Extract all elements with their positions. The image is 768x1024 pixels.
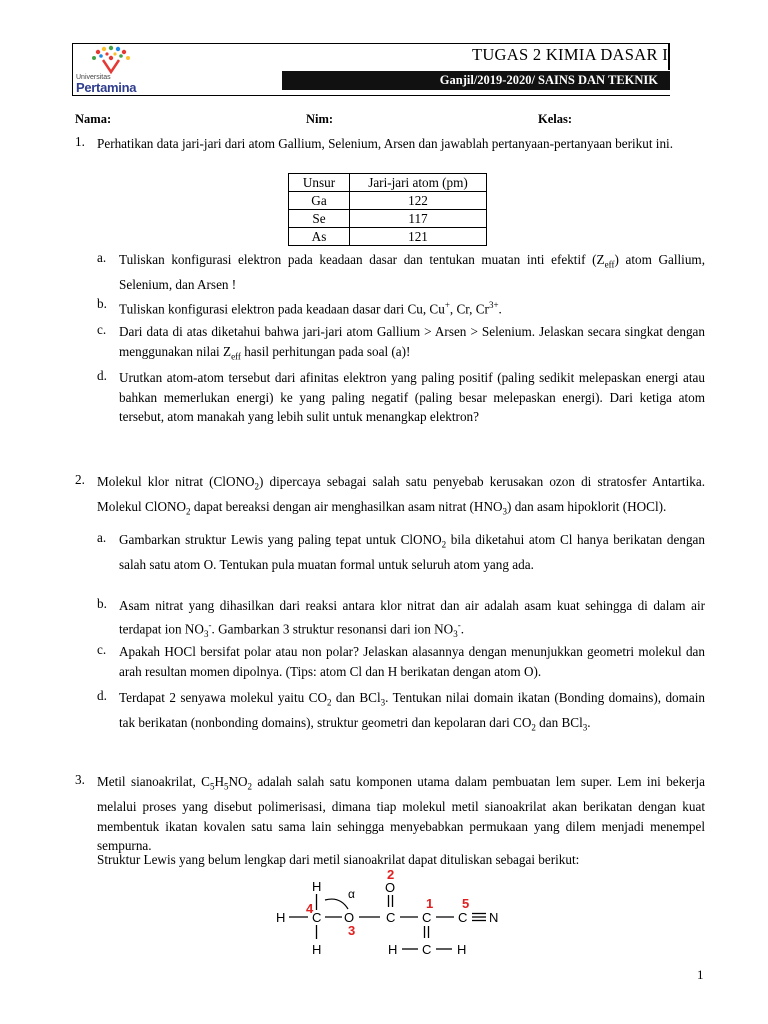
radius-table [288, 173, 487, 246]
table-cell: 122 [350, 192, 487, 210]
q1c-label: c. [97, 322, 107, 337]
logo-text-big: Pertamina [76, 80, 137, 95]
title-divider [668, 43, 670, 70]
q2-number: 2. [75, 472, 85, 487]
atom-n: N [489, 910, 499, 925]
q1d-label: d. [97, 368, 107, 383]
q2c-label: c. [97, 642, 107, 657]
q2c-text: Apakah HOCl bersifat polar atau non polar? Jelaskan alasannya dengan menunjukkan geometri molekul dan arah resultan momen dipolnya. (Tips: atom Cl dan H berikatan dengan atom O). [119, 644, 705, 679]
table-header-row [289, 174, 487, 192]
q1b-label: b. [97, 296, 107, 311]
field-kelas: Kelas: [538, 112, 573, 126]
atom-h-bottom: H [312, 942, 322, 957]
header-border-top [72, 43, 670, 44]
q1c-text: Dari data di atas diketahui bahwa jari-jari atom Gallium > Arsen > Selenium. Jelaskan secara singkat dengan menggunakan nilai $Z_{eff}$ hasil perhitungan pada soal (a)! [119, 324, 705, 362]
field-nim: Nim: [306, 112, 334, 126]
document-title: TUGAS 2 KIMIA DASAR I [471, 45, 668, 64]
atom-h-left: H [276, 910, 286, 925]
semester-banner: Ganjil/2019-2020/ SAINS DAN TEKNIK [282, 71, 670, 90]
field-nama: Nama: [75, 112, 112, 126]
q2d-text: Terdapat 2 senyawa molekul yaitu $CO_2$ dan BCl$_3$. Tentukan nilai domain ikatan (Bonding domains), domain tak berikatan (nonbonding domains), struktur geometri dan kepolaran dari $CO_2$ dan BCl$_3$. [119, 690, 706, 733]
q1-number: 1. [75, 134, 85, 149]
table-cell: Se [289, 210, 350, 228]
q2d-label: d. [97, 688, 107, 703]
table-cell: 121 [350, 228, 487, 246]
atom-c-methyl: C [312, 910, 322, 925]
table-row [289, 210, 487, 228]
atom-c-nitrile: C [458, 910, 468, 925]
q1b-text: Tuliskan konfigurasi elektron pada keadaan dasar dari Cu, Cu+, Cr, $Cr^{3+}$. [119, 300, 502, 317]
atom-o-ester: O [344, 910, 355, 925]
q2b-label: b. [97, 596, 107, 611]
q2b-text: Asam nitrat yang dihasilkan dari reaksi antara klor nitrat dan air adalah asam kuat sehingga di dalam air terdapat ion $NO_3^-$. Gambarkan 3 struktur resonansi dari ion $NO_3^-$. [119, 598, 705, 639]
position-label: 5 [462, 896, 470, 911]
q2a-text: Gambarkan struktur Lewis yang paling tepat untuk ClONO$_2$ bila diketahui atom Cl hanya berikatan dengan salah satu atom O. Tentukan pula muatan formal untuk seluruh atom yang ada. [119, 532, 705, 573]
atom-h-top: H [312, 879, 322, 894]
atom-h-ch2-left: H [388, 942, 398, 957]
atom-o-carbonyl: O [385, 880, 396, 895]
position-label: 2 [387, 867, 395, 882]
q1a-label: a. [97, 250, 107, 265]
table-cell: Ga [289, 192, 350, 210]
q3-text: Metil sianoakrilat, $C_5H_5NO_2$ adalah salah satu komponen utama dalam pembuatan lem super. Lem ini bekerja melalui proses yang disebut polimerisasi, dimana tiap molekul metil sianoakrilat akan berikatan dengan kuat membentuk ikatan kovalen satu sama lain sehingga menyebabkan permukaan yang dilem menjadi menempel sempurna. [97, 774, 705, 854]
table-row [289, 192, 487, 210]
header-border-bottom [72, 95, 670, 96]
atom-c-carbonyl: C [386, 910, 396, 925]
table-header: Unsur [289, 174, 350, 192]
page-number: 1 [697, 967, 704, 982]
q1-intro: Perhatikan data jari-jari dari atom Gallium, Selenium, Arsen dan jawablah pertanyaan-pertanyaan berikut ini. [97, 136, 674, 151]
q3-structure-caption: Struktur Lewis yang belum lengkap dari metil sianoakrilat dapat dituliskan sebagai berikut: [97, 852, 580, 867]
position-label: 3 [348, 923, 356, 938]
lewis-structure-diagram [270, 862, 530, 962]
atom-h-ch2-right: H [457, 942, 467, 957]
header-border-left [72, 43, 73, 95]
q1d-text: Urutkan atom-atom tersebut dari afinitas elektron yang paling positif (paling sedikit melepaskan energi atau bahkan memerlukan energi) ke yang paling negatif (paling besar melepaskan energi). Dari ketiga atom tersebut, atom manakah yang lebih sulit untuk menangkap elektron? [119, 370, 705, 424]
atom-c-alkene: C [422, 910, 432, 925]
angle-alpha: α [348, 887, 355, 901]
table-cell: As [289, 228, 350, 246]
table-header: Jari-jari atom (pm) [350, 174, 487, 192]
position-label: 1 [426, 896, 434, 911]
q3-number: 3. [75, 772, 85, 787]
q2a-label: a. [97, 530, 107, 545]
position-label: 4 [306, 901, 314, 916]
table-cell: 117 [350, 210, 487, 228]
q1a-text: Tuliskan konfigurasi elektron pada keadaan dasar dan tentukan muatan inti efektif $(Z_{eff})$ atom Gallium, Selenium, dan Arsen ! [119, 252, 705, 293]
logo-text-small: Universitas [76, 74, 111, 81]
atom-c-ch2: C [422, 942, 432, 957]
q2-intro: Molekul klor nitrat (ClONO$_2$) dipercaya sebagai salah satu penyebab kerusakan ozon di stratosfer Antartika. Molekul ClONO$_2$ dapat bereaksi dengan air menghasilkan asam nitrat $(HNO_3)$ dan asam hipoklorit (HOCl). [97, 474, 705, 517]
table-row [289, 228, 487, 246]
